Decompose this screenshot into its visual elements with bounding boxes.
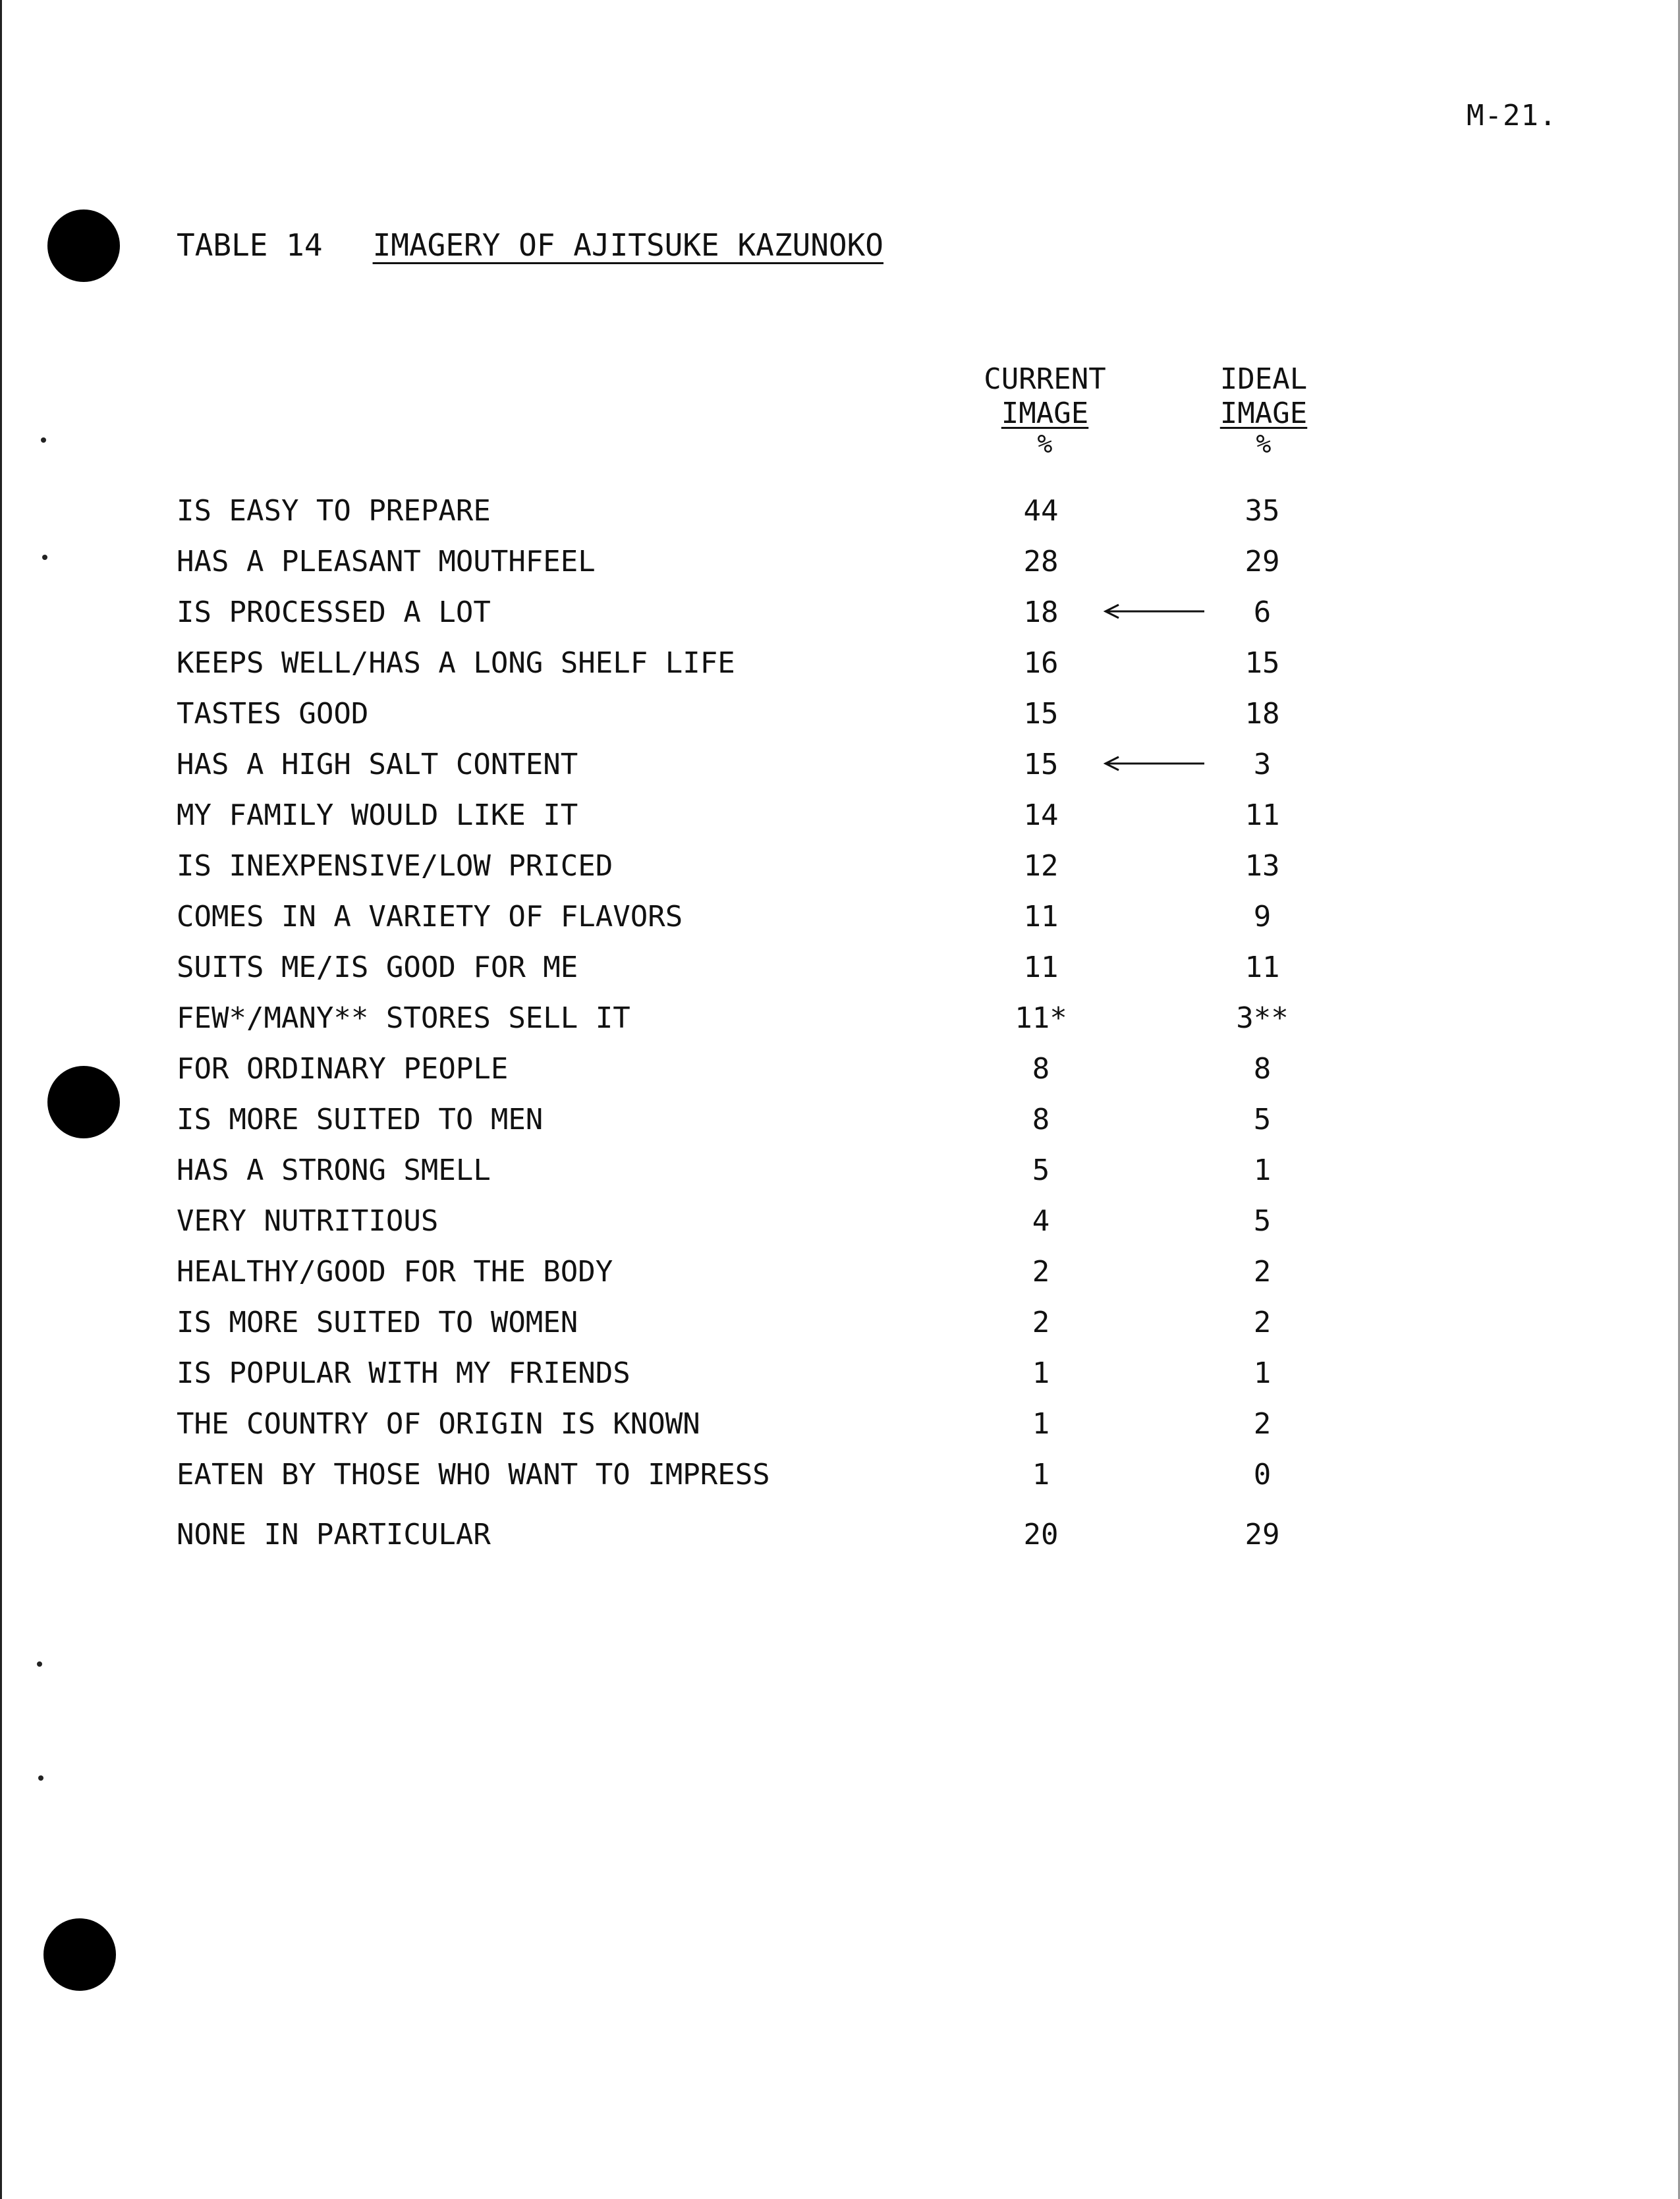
current-image-value: 1 <box>1032 1458 1050 1491</box>
table-row <box>0 596 1680 646</box>
column-header-unit: % <box>1256 430 1272 459</box>
table-row <box>0 1255 1680 1306</box>
ideal-image-value: 2 <box>1253 1255 1272 1289</box>
ideal-image-value: 13 <box>1245 849 1280 883</box>
row-label: EATEN BY THOSE WHO WANT TO IMPRESS <box>177 1458 770 1491</box>
punch-hole-top <box>47 209 120 282</box>
ideal-image-value: 3 <box>1253 748 1272 781</box>
row-label: FOR ORDINARY PEOPLE <box>177 1052 509 1086</box>
table-row <box>0 951 1680 1001</box>
page-speck <box>41 437 46 443</box>
row-label: COMES IN A VARIETY OF FLAVORS <box>177 900 683 933</box>
ideal-image-value: 11 <box>1245 798 1280 832</box>
current-image-value: 16 <box>1023 646 1059 680</box>
row-label: THE COUNTRY OF ORIGIN IS KNOWN <box>177 1407 700 1441</box>
current-image-value: 11 <box>1023 900 1059 933</box>
column-header-line2: IMAGE <box>1219 397 1308 430</box>
row-label: MY FAMILY WOULD LIKE IT <box>177 798 578 832</box>
row-label: KEEPS WELL/HAS A LONG SHELF LIFE <box>177 646 735 680</box>
row-label: NONE IN PARTICULAR <box>177 1518 491 1551</box>
table-row <box>0 1204 1680 1255</box>
ideal-image-value: 29 <box>1245 1518 1280 1551</box>
ideal-image-value: 1 <box>1253 1154 1272 1187</box>
current-image-value: 28 <box>1023 545 1059 578</box>
ideal-image-value: 18 <box>1245 697 1280 731</box>
table-heading <box>177 227 883 263</box>
row-label: HAS A HIGH SALT CONTENT <box>177 748 578 781</box>
current-image-value: 8 <box>1032 1103 1050 1136</box>
page-speck <box>38 1775 43 1781</box>
column-header-current <box>979 362 1111 457</box>
row-label: IS PROCESSED A LOT <box>177 596 491 629</box>
table-row <box>0 1518 1680 1569</box>
punch-hole-bottom <box>43 1918 116 1991</box>
current-image-value: 1 <box>1032 1407 1050 1441</box>
page-speck <box>37 1661 42 1667</box>
current-image-value: 1 <box>1032 1356 1050 1390</box>
ideal-image-value: 6 <box>1253 596 1272 629</box>
row-label: FEW*/MANY** STORES SELL IT <box>177 1001 630 1035</box>
ideal-image-value: 35 <box>1245 494 1280 528</box>
ideal-image-value: 5 <box>1253 1204 1272 1238</box>
table-row <box>0 1103 1680 1154</box>
column-header-line2: IMAGE <box>1001 397 1089 430</box>
table-row <box>0 1407 1680 1458</box>
table-label: TABLE 14 <box>177 227 323 263</box>
row-label: VERY NUTRITIOUS <box>177 1204 439 1238</box>
current-image-value: 5 <box>1032 1154 1050 1187</box>
current-image-value: 18 <box>1023 596 1059 629</box>
ideal-image-value: 15 <box>1245 646 1280 680</box>
current-image-value: 2 <box>1032 1306 1050 1339</box>
table-row <box>0 1001 1680 1052</box>
table-row <box>0 494 1680 545</box>
ideal-image-value: 3** <box>1236 1001 1289 1035</box>
ideal-image-value: 8 <box>1253 1052 1272 1086</box>
table-row <box>0 697 1680 748</box>
row-label: IS MORE SUITED TO WOMEN <box>177 1306 578 1339</box>
current-image-value: 20 <box>1023 1518 1059 1551</box>
ideal-image-value: 5 <box>1253 1103 1272 1136</box>
ideal-image-value: 2 <box>1253 1306 1272 1339</box>
row-label: IS POPULAR WITH MY FRIENDS <box>177 1356 630 1390</box>
ideal-image-value: 1 <box>1253 1356 1272 1390</box>
current-image-value: 4 <box>1032 1204 1050 1238</box>
table-row <box>0 1306 1680 1356</box>
row-label: HEALTHY/GOOD FOR THE BODY <box>177 1255 613 1289</box>
table-row <box>0 646 1680 697</box>
left-arrow-icon <box>1102 598 1207 625</box>
row-label: SUITS ME/IS GOOD FOR ME <box>177 951 578 984</box>
table-row <box>0 798 1680 849</box>
row-label: HAS A PLEASANT MOUTHFEEL <box>177 545 596 578</box>
current-image-value: 11 <box>1023 951 1059 984</box>
column-header-line1: IDEAL <box>1219 362 1308 396</box>
table-row <box>0 900 1680 951</box>
table-row <box>0 1356 1680 1407</box>
table-title: IMAGERY OF AJITSUKE KAZUNOKO <box>372 227 884 263</box>
table-row <box>0 748 1680 798</box>
column-header-ideal <box>1198 362 1330 457</box>
current-image-value: 2 <box>1032 1255 1050 1289</box>
table-row <box>0 849 1680 900</box>
column-header-unit: % <box>1037 430 1053 459</box>
current-image-value: 15 <box>1023 697 1059 731</box>
left-arrow-icon <box>1102 750 1207 777</box>
page-number: M-21. <box>1467 99 1557 132</box>
row-label: HAS A STRONG SMELL <box>177 1154 491 1187</box>
row-label: IS INEXPENSIVE/LOW PRICED <box>177 849 613 883</box>
table-row <box>0 545 1680 596</box>
ideal-image-value: 29 <box>1245 545 1280 578</box>
current-image-value: 8 <box>1032 1052 1050 1086</box>
table-row <box>0 1052 1680 1103</box>
table-row <box>0 1154 1680 1204</box>
ideal-image-value: 11 <box>1245 951 1280 984</box>
row-label: TASTES GOOD <box>177 697 369 731</box>
current-image-value: 14 <box>1023 798 1059 832</box>
ideal-image-value: 0 <box>1253 1458 1272 1491</box>
current-image-value: 11* <box>1015 1001 1067 1035</box>
ideal-image-value: 2 <box>1253 1407 1272 1441</box>
column-header-line1: CURRENT <box>984 362 1106 396</box>
row-label: IS MORE SUITED TO MEN <box>177 1103 544 1136</box>
current-image-value: 44 <box>1023 494 1059 528</box>
row-label: IS EASY TO PREPARE <box>177 494 491 528</box>
table-row <box>0 1458 1680 1509</box>
current-image-value: 15 <box>1023 748 1059 781</box>
ideal-image-value: 9 <box>1253 900 1272 933</box>
current-image-value: 12 <box>1023 849 1059 883</box>
